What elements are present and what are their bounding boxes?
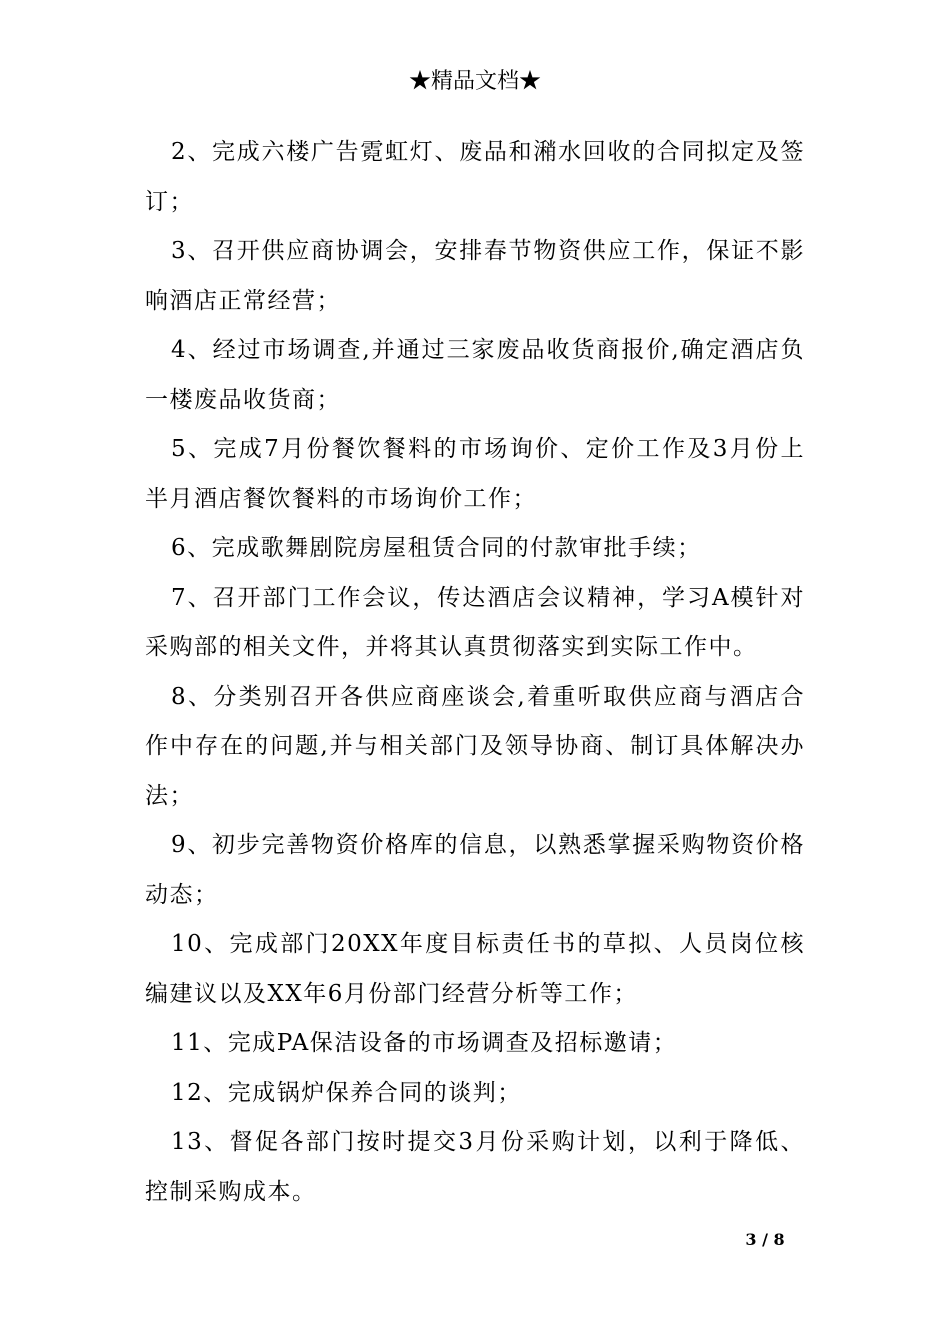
list-item: 8、分类别召开各供应商座谈会,着重听取供应商与酒店合作中存在的问题,并与相关部门及领导协商、制订具体解决办法； — [145, 683, 805, 809]
list-item: 13、督促各部门按时提交3月份采购计划，以利于降低、控制采购成本。 — [145, 1129, 805, 1205]
list-item: 7、召开部门工作会议，传达酒店会议精神，学习A模针对采购部的相关文件，并将其认真贯彻落实到实际工作中。 — [145, 584, 805, 660]
list-item: 5、完成7月份餐饮餐料的市场询价、定价工作及3月份上半月酒店餐饮餐料的市场询价工作； — [145, 436, 805, 512]
document-body — [145, 128, 805, 1217]
list-item: 11、完成PA保洁设备的市场调查及招标邀请； — [171, 1030, 678, 1056]
page-header-title: ★精品文档★ — [408, 69, 541, 94]
list-item: 4、经过市场调查,并通过三家废品收货商报价,确定酒店负一楼废品收货商； — [145, 337, 805, 413]
list-item: 10、完成部门20XX年度目标责任书的草拟、人员岗位核编建议以及XX年6月份部门经营分析等工作； — [145, 931, 805, 1007]
list-item: 2、完成六楼广告霓虹灯、废品和潲水回收的合同拟定及签订； — [145, 139, 805, 215]
list-item: 12、完成锅炉保养合同的谈判； — [171, 1079, 522, 1106]
page-number: 3 / 8 — [745, 1230, 785, 1249]
list-item: 6、完成歌舞剧院房屋租赁合同的付款审批手续； — [171, 535, 702, 561]
list-item: 3、召开供应商协调会，安排春节物资供应工作，保证不影响酒店正常经营； — [145, 238, 805, 314]
list-item: 9、初步完善物资价格库的信息，以熟悉掌握采购物资价格动态； — [145, 832, 805, 908]
